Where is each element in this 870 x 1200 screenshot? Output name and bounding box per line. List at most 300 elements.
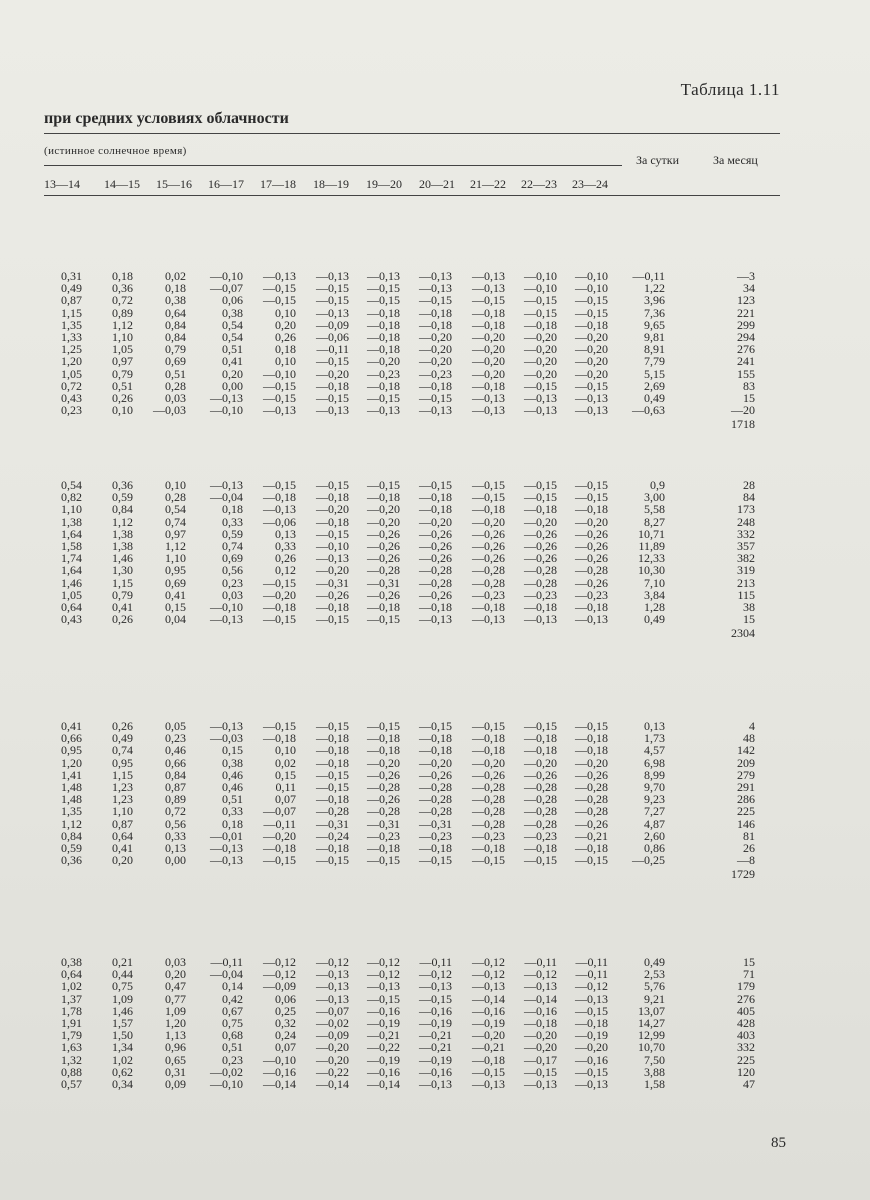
table-cell: 1,23 [112, 792, 133, 807]
table-cell: —0,18 [316, 755, 349, 770]
table-cell: —0,18 [419, 600, 452, 614]
table-cell: —0,15 [316, 767, 349, 782]
table-cell: —0,13 [210, 719, 243, 733]
table-cell: —0,13 [575, 612, 608, 627]
table-cell: —0,20 [367, 514, 400, 529]
table-cell: —0,26 [367, 792, 400, 807]
table-cell: 0,33 [165, 828, 186, 843]
table-cell: —0,18 [367, 378, 400, 393]
table-cell: —0,03 [153, 403, 186, 418]
table-cell: 0,86 [644, 841, 665, 855]
table-cell: 0,06 [275, 991, 296, 1006]
table-cell: —0,13 [419, 979, 452, 994]
table-cell: —0,16 [263, 1064, 296, 1079]
table-cell: 0,66 [165, 755, 186, 770]
table-cell: 0,31 [61, 269, 82, 283]
table-cell: 8,99 [644, 767, 665, 782]
table-cell: 115 [737, 587, 755, 602]
table-cell: —0,20 [472, 1028, 505, 1043]
table-cell: 0,14 [222, 979, 243, 994]
table-cell: —0,26 [575, 526, 608, 541]
table-cell: 1,15 [112, 767, 133, 782]
table-cell: —0,28 [575, 780, 608, 794]
table-cell: 291 [737, 780, 755, 794]
table-cell: 5,58 [644, 502, 665, 517]
table-cell: 0,96 [165, 1040, 186, 1055]
table-cell: 84 [743, 490, 755, 505]
table-cell: 294 [737, 330, 755, 344]
table-cell: —0,19 [575, 1028, 608, 1043]
table-cell: 5,76 [644, 979, 665, 994]
table-cell: 0,00 [165, 853, 186, 868]
table-cell: —0,20 [472, 366, 505, 381]
table-cell: 0,36 [112, 281, 133, 296]
table-cell: —0,16 [524, 1003, 557, 1018]
table-cell: —0,17 [524, 1052, 557, 1067]
table-cell: —0,18 [367, 841, 400, 855]
table-cell: 0,59 [61, 841, 82, 855]
table-cell: —0,16 [419, 1064, 452, 1079]
table-cell: —20 [731, 403, 755, 418]
table-cell: 1,38 [61, 514, 82, 529]
table-cell: —0,18 [263, 490, 296, 505]
table-cell: 0,23 [222, 575, 243, 590]
table-cell: —0,18 [575, 841, 608, 855]
table-cell: 0,87 [112, 816, 133, 831]
table-cell: —0,18 [263, 600, 296, 614]
table-cell: —0,16 [367, 1064, 400, 1079]
table-cell: 0,54 [165, 502, 186, 517]
table-cell: —0,18 [367, 490, 400, 505]
table-cell: 0,03 [165, 391, 186, 405]
table-cell: —0,28 [419, 575, 452, 590]
table-cell: —0,15 [316, 391, 349, 405]
table-cell: 3,88 [644, 1064, 665, 1079]
table-cell: —0,26 [419, 587, 452, 602]
table-cell: —0,13 [524, 1077, 557, 1091]
table-cell: 0,07 [275, 1040, 296, 1055]
table-cell: —0,20 [263, 828, 296, 843]
table-cell: —0,13 [316, 551, 349, 566]
table-cell: 0,49 [61, 281, 82, 296]
table-cell: 0,75 [112, 979, 133, 994]
table-cell: 0,74 [112, 743, 133, 758]
table-cell: 1,10 [165, 551, 186, 566]
table-cell: —0,16 [419, 1003, 452, 1018]
table-cell: 213 [737, 575, 755, 590]
table-cell: 428 [737, 1016, 755, 1030]
table-cell: 382 [737, 551, 755, 566]
table-cell: 9,21 [644, 991, 665, 1006]
table-cell: —0,13 [472, 1077, 505, 1091]
table-cell: 179 [737, 979, 755, 994]
table-cell: —0,13 [472, 403, 505, 418]
table-cell: 1,10 [112, 804, 133, 819]
table-cell: —0,15 [575, 378, 608, 393]
table-cell: 0,64 [165, 305, 186, 320]
table-cell: 7,27 [644, 804, 665, 819]
table-cell: 1,25 [61, 342, 82, 357]
table-cell: 0,41 [112, 841, 133, 855]
table-cell: 0,56 [222, 563, 243, 578]
table-cell: 0,84 [61, 828, 82, 843]
table-cell: 0,21 [112, 955, 133, 969]
table-cell: —0,15 [263, 478, 296, 492]
table-cell: —0,18 [419, 378, 452, 393]
table-cell: —0,31 [367, 816, 400, 831]
table-cell: —0,07 [263, 804, 296, 819]
table-cell: —0,18 [316, 600, 349, 614]
table-cell: —0,21 [367, 1028, 400, 1043]
table-cell: —0,26 [575, 551, 608, 566]
table-cell: 1,10 [61, 502, 82, 517]
table-cell: 0,79 [112, 587, 133, 602]
table-cell: 3,84 [644, 587, 665, 602]
table-cell: 34 [743, 281, 755, 296]
table-cell: —0,18 [575, 1016, 608, 1030]
table-cell: 0,23 [222, 1052, 243, 1067]
table-cell: 120 [737, 1064, 755, 1079]
table-cell: —0,06 [316, 330, 349, 344]
table-cell: —0,18 [367, 342, 400, 357]
table-cell: 0,33 [275, 539, 296, 553]
table-cell: —0,15 [263, 378, 296, 393]
table-cell: —0,18 [472, 731, 505, 746]
table-cell: 225 [737, 1052, 755, 1067]
table-cell: —0,13 [316, 991, 349, 1006]
table-cell: —0,15 [263, 293, 296, 308]
table-cell: —0,16 [472, 1003, 505, 1018]
table-cell: —0,12 [419, 967, 452, 982]
table-cell: 3,96 [644, 293, 665, 308]
table-cell: 0,20 [165, 967, 186, 982]
table-cell: —0,12 [575, 979, 608, 994]
table-cell: 0,74 [165, 514, 186, 529]
table-cell: 1,15 [112, 575, 133, 590]
table-cell: 7,50 [644, 1052, 665, 1067]
table-cell: —0,26 [524, 539, 557, 553]
table-cell: —0,13 [210, 391, 243, 405]
table-cell: 403 [737, 1028, 755, 1043]
table-cell: 1,48 [61, 792, 82, 807]
table-cell: —0,15 [472, 490, 505, 505]
table-cell: 0,51 [222, 1040, 243, 1055]
table-cell: —0,23 [472, 828, 505, 843]
table-cell: 332 [737, 1040, 755, 1055]
table-cell: —0,26 [524, 767, 557, 782]
table-cell: 0,10 [275, 305, 296, 320]
table-cell: 209 [737, 755, 755, 770]
table-cell: —0,15 [263, 391, 296, 405]
month-total: 1729 [731, 867, 755, 882]
table-cell: 1,50 [112, 1028, 133, 1043]
table-cell: 0,02 [275, 755, 296, 770]
table-cell: —0,21 [419, 1028, 452, 1043]
table-cell: —0,28 [367, 563, 400, 578]
table-cell: —0,23 [524, 587, 557, 602]
table-cell: 0,84 [165, 317, 186, 332]
table-cell: 0,41 [222, 354, 243, 369]
table-cell: 0,25 [275, 1003, 296, 1018]
table-cell: —0,20 [575, 755, 608, 770]
table-cell: —0,15 [575, 1003, 608, 1018]
table-cell: 0,65 [165, 1052, 186, 1067]
table-cell: 248 [737, 514, 755, 529]
table-cell: 0,02 [165, 269, 186, 283]
table-cell: —0,15 [316, 478, 349, 492]
table-cell: —0,23 [472, 587, 505, 602]
table-cell: 0,49 [644, 612, 665, 627]
table-cell: 1,12 [165, 539, 186, 553]
table-cell: 0,43 [61, 391, 82, 405]
table-cell: —0,15 [316, 853, 349, 868]
table-cell: 319 [737, 563, 755, 578]
table-cell: —0,13 [524, 612, 557, 627]
table-cell: —0,26 [575, 539, 608, 553]
table-cell: —0,18 [419, 502, 452, 517]
table-cell: 3,00 [644, 490, 665, 505]
table-cell: —0,10 [263, 366, 296, 381]
table-cell: 155 [737, 366, 755, 381]
table-cell: 0,84 [112, 502, 133, 517]
table-cell: —0,13 [263, 403, 296, 418]
table-cell: —0,15 [419, 391, 452, 405]
table-cell: 1,10 [112, 330, 133, 344]
table-cell: —0,15 [472, 853, 505, 868]
table-cell: —0,18 [575, 317, 608, 332]
table-cell: 7,36 [644, 305, 665, 320]
table-cell: —0,15 [524, 853, 557, 868]
table-cell: —0,20 [524, 342, 557, 357]
table-cell: 0,59 [112, 490, 133, 505]
table-cell: 4,87 [644, 816, 665, 831]
table-cell: —0,18 [472, 317, 505, 332]
table-cell: 0,18 [222, 502, 243, 517]
table-cell: 0,9 [650, 478, 665, 492]
table-cell: —0,15 [263, 575, 296, 590]
table-cell: 1,63 [61, 1040, 82, 1055]
table-cell: —0,15 [419, 991, 452, 1006]
table-cell: 1,30 [112, 563, 133, 578]
table-cell: 1,12 [61, 816, 82, 831]
table-cell: —0,13 [210, 478, 243, 492]
table-cell: 0,13 [275, 526, 296, 541]
table-cell: —0,63 [632, 403, 665, 418]
table-cell: 0,54 [222, 317, 243, 332]
table-cell: 1,09 [165, 1003, 186, 1018]
table-cell: 0,56 [165, 816, 186, 831]
table-cell: —0,15 [367, 478, 400, 492]
table-cell: —0,18 [575, 731, 608, 746]
table-cell: 0,44 [112, 967, 133, 982]
table-cell: —0,20 [524, 755, 557, 770]
table-cell: 0,13 [165, 841, 186, 855]
subheader-rule [44, 165, 622, 166]
table-cell: —0,20 [575, 330, 608, 344]
table-cell: —0,15 [472, 719, 505, 733]
table-cell: —0,21 [575, 828, 608, 843]
table-cell: 6,98 [644, 755, 665, 770]
table-number: Таблица 1.11 [680, 80, 780, 99]
table-cell: 0,87 [165, 780, 186, 794]
table-cell: —0,18 [419, 743, 452, 758]
table-cell: 0,36 [61, 853, 82, 868]
table-cell: 0,23 [165, 731, 186, 746]
table-cell: —0,28 [524, 816, 557, 831]
table-cell: 0,66 [61, 731, 82, 746]
table-cell: —0,18 [263, 731, 296, 746]
table-cell: —0,04 [210, 967, 243, 982]
table-cell: 0,05 [165, 719, 186, 733]
table-cell: —0,15 [316, 719, 349, 733]
table-cell: 0,34 [112, 1077, 133, 1091]
table-cell: 0,10 [165, 478, 186, 492]
table-cell: —0,06 [263, 514, 296, 529]
table-cell: 1,05 [112, 342, 133, 357]
table-cell: —0,15 [575, 293, 608, 308]
table-cell: —0,20 [524, 1028, 557, 1043]
table-cell: —0,26 [575, 767, 608, 782]
table-cell: —0,18 [419, 490, 452, 505]
table-cell: —0,31 [316, 575, 349, 590]
table-cell: 0,51 [165, 366, 186, 381]
table-cell: 173 [737, 502, 755, 517]
table-cell: 146 [737, 816, 755, 831]
table-cell: 0,33 [222, 804, 243, 819]
table-cell: 0,41 [165, 587, 186, 602]
table-cell: —0,10 [263, 1052, 296, 1067]
table-cell: 10,30 [638, 563, 665, 578]
col-header-day: За сутки [636, 153, 680, 167]
table-cell: —0,20 [524, 354, 557, 369]
table-cell: —0,26 [419, 551, 452, 566]
table-cell: 1,15 [61, 305, 82, 320]
table-cell: 276 [737, 342, 755, 357]
table-cell: 1,09 [112, 991, 133, 1006]
table-cell: 0,23 [61, 403, 82, 418]
table-cell: —0,23 [524, 828, 557, 843]
table-cell: —0,13 [210, 853, 243, 868]
table-cell: —0,26 [367, 526, 400, 541]
table-cell: —0,18 [316, 743, 349, 758]
table-cell: 0,43 [61, 612, 82, 627]
table-cell: 9,23 [644, 792, 665, 807]
table-cell: 0,28 [165, 490, 186, 505]
table-cell: 1,91 [61, 1016, 82, 1030]
table-cell: 241 [737, 354, 755, 369]
table-cell: —0,13 [419, 612, 452, 627]
table-cell: 1,37 [61, 991, 82, 1006]
table-cell: 1,74 [61, 551, 82, 566]
table-cell: —0,20 [419, 755, 452, 770]
table-cell: 1,12 [112, 317, 133, 332]
table-cell: —0,15 [575, 478, 608, 492]
table-cell: 0,74 [222, 539, 243, 553]
table-cell: 1,20 [61, 354, 82, 369]
table-cell: 1,73 [644, 731, 665, 746]
table-cell: 0,10 [112, 403, 133, 418]
table-cell: —0,13 [316, 403, 349, 418]
table-cell: 0,28 [165, 378, 186, 393]
table-cell: —0,18 [316, 841, 349, 855]
table-cell: —0,15 [472, 1064, 505, 1079]
col-header-hour: 13—14 [44, 177, 80, 191]
table-cell: —0,18 [367, 330, 400, 344]
table-cell: 0,11 [275, 780, 296, 794]
table-cell: 2,69 [644, 378, 665, 393]
table-cell: —0,10 [210, 403, 243, 418]
table-cell: —0,31 [316, 816, 349, 831]
table-cell: —0,10 [575, 269, 608, 283]
table-cell: —0,20 [316, 563, 349, 578]
table-cell: 1,02 [112, 1052, 133, 1067]
table-cell: —0,15 [524, 1064, 557, 1079]
table-cell: —0,13 [575, 391, 608, 405]
table-cell: —0,28 [524, 792, 557, 807]
table-cell: 1,33 [61, 330, 82, 344]
table-cell: —0,13 [472, 612, 505, 627]
table-cell: —0,18 [524, 743, 557, 758]
table-cell: —8 [737, 853, 755, 868]
table-cell: 0,41 [61, 719, 82, 733]
table-cell: —0,13 [210, 841, 243, 855]
table-cell: —0,20 [524, 514, 557, 529]
table-cell: —0,19 [419, 1052, 452, 1067]
table-cell: —0,15 [419, 478, 452, 492]
table-cell: —0,13 [524, 979, 557, 994]
table-cell: —0,15 [316, 526, 349, 541]
table-cell: —0,18 [524, 317, 557, 332]
table-cell: 5,15 [644, 366, 665, 381]
table-cell: —0,12 [472, 955, 505, 969]
table-cell: —0,15 [263, 612, 296, 627]
table-cell: —0,15 [419, 293, 452, 308]
table-cell: —0,02 [210, 1064, 243, 1079]
table-cell: —0,18 [575, 502, 608, 517]
table-cell: —0,23 [575, 587, 608, 602]
table-cell: —0,09 [263, 979, 296, 994]
table-cell: —0,18 [419, 841, 452, 855]
table-cell: 1,23 [112, 780, 133, 794]
table-cell: —0,26 [367, 587, 400, 602]
table-cell: 4,57 [644, 743, 665, 758]
table-cell: 0,09 [165, 1077, 186, 1091]
table-cell: —0,02 [316, 1016, 349, 1030]
table-cell: —0,31 [419, 816, 452, 831]
table-cell: —0,24 [316, 828, 349, 843]
table-cell: —0,18 [419, 317, 452, 332]
table-cell: 12,33 [638, 551, 665, 566]
table-cell: —0,20 [419, 514, 452, 529]
table-cell: —0,03 [210, 731, 243, 746]
table-cell: 0,49 [644, 955, 665, 969]
table-cell: —0,18 [367, 305, 400, 320]
table-cell: 0,72 [61, 378, 82, 393]
table-cell: —0,13 [263, 502, 296, 517]
table-cell: 0,79 [165, 342, 186, 357]
table-cell: 9,70 [644, 780, 665, 794]
table-cell: —0,26 [367, 767, 400, 782]
table-cell: —0,22 [316, 1064, 349, 1079]
table-cell: —0,13 [472, 281, 505, 296]
table-cell: 15 [743, 391, 755, 405]
table-cell: —0,28 [316, 804, 349, 819]
table-cell: —0,28 [472, 804, 505, 819]
table-cell: —0,13 [367, 979, 400, 994]
header-rule [44, 195, 780, 196]
table-cell: 0,36 [112, 478, 133, 492]
table-cell: —0,16 [367, 1003, 400, 1018]
